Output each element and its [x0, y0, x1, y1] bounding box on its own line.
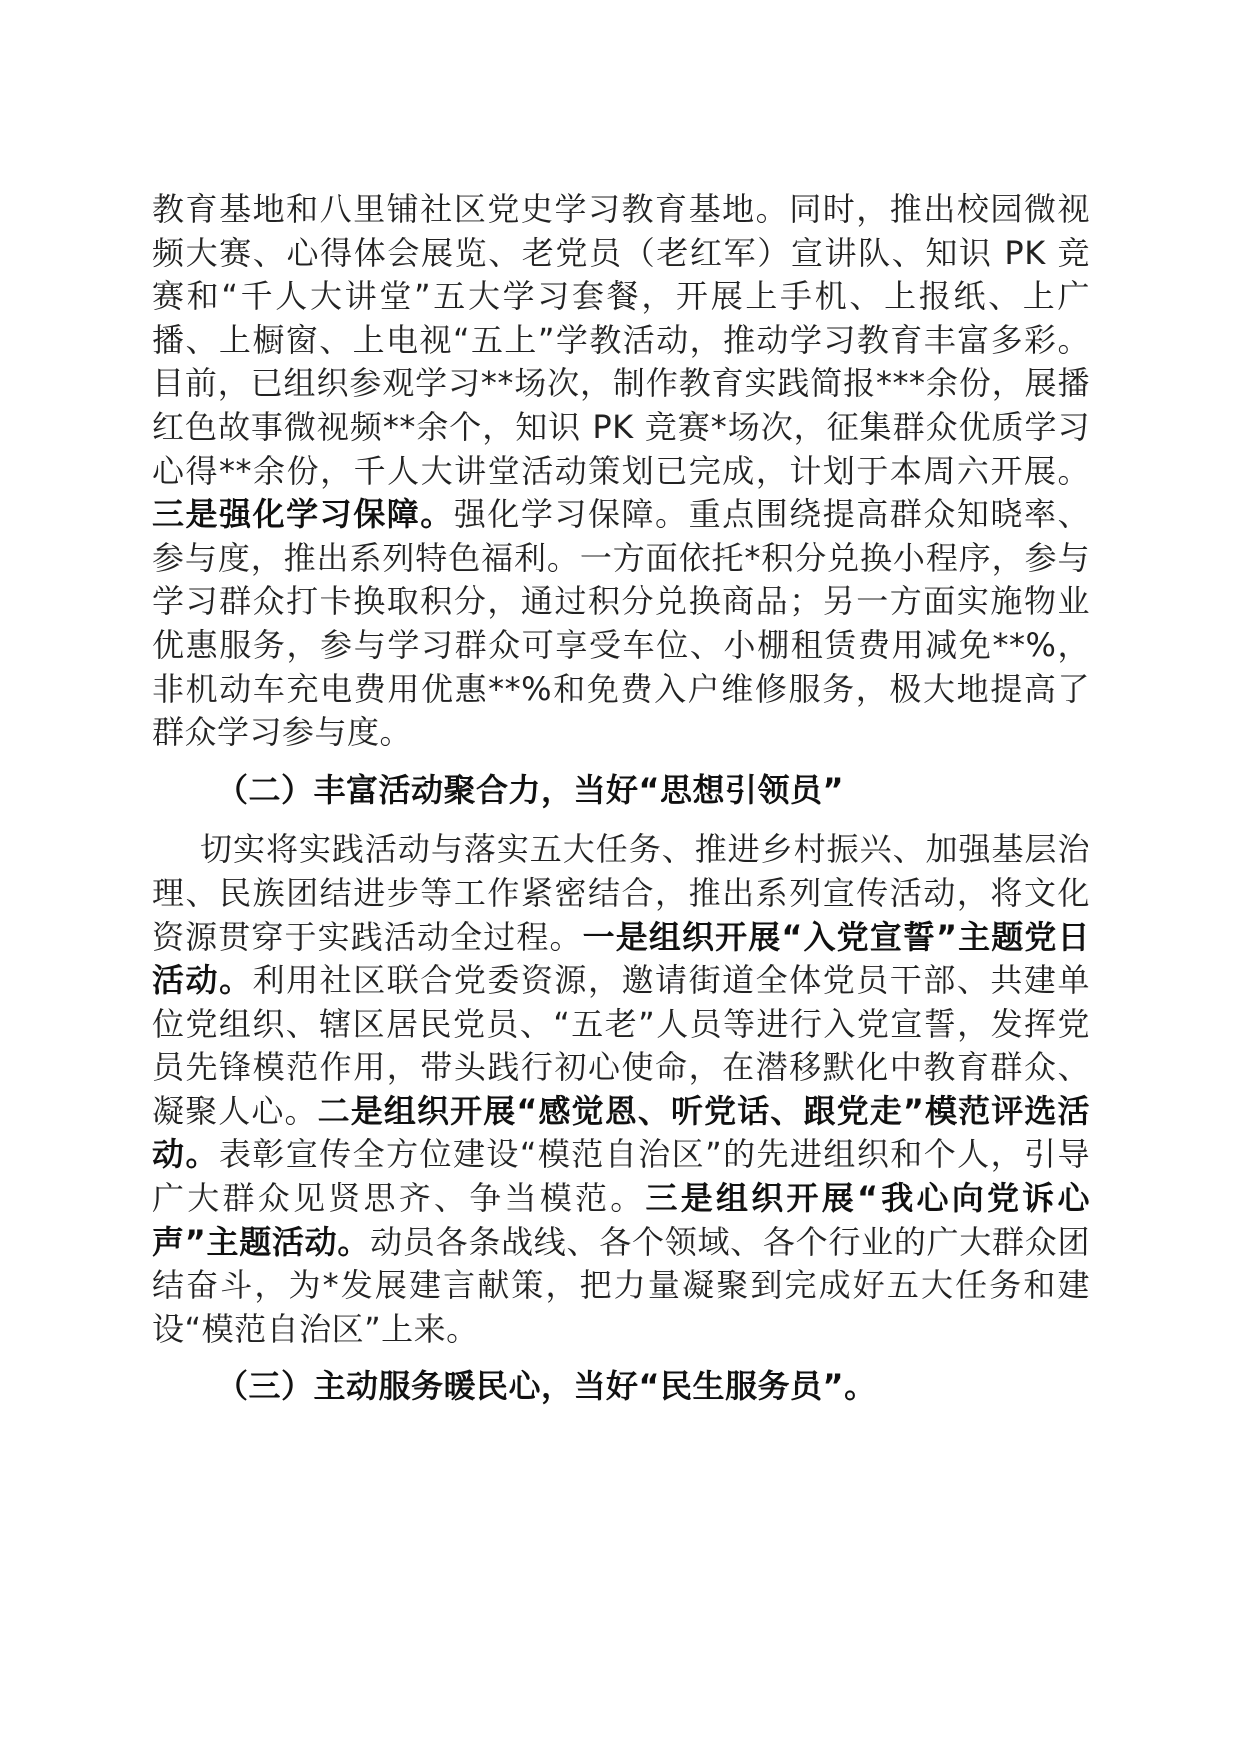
bold-lead-phrase: 一是组织开展“入党宣誓”主题党日活动。	[152, 917, 1090, 1000]
paragraph-text: 动员各条战线、各个领域、各个行业的广大群众团结奋斗，为*发展建言献策，把力量凝聚到完成好五大任务和建设“模范自治区”上来。	[152, 1222, 1090, 1348]
paragraph-study-activities	[152, 188, 1090, 755]
document-page	[152, 188, 1090, 1409]
paragraph-text: 教育基地和八里铺社区党史学习教育基地。同时，推出校园微视频大赛、心得体会展览、老党员（老红军）宣讲队、知识 PK 竞赛和“千人大讲堂”五大学习套餐，开展上手机、上报纸、上广播、上橱窗、上电视“五上”学教活动，推动学习教育丰富多彩。目前，已组织参观学习**场次，制作教育实践简报***余份，展播红色故事微视频**余个，知识 PK 竞赛*场次，征集群众优质学习心得**余份，千人大讲堂活动策划已完成，计划于本周六开展。	[152, 190, 1090, 490]
section-heading-2: （二）丰富活动聚合力，当好“思想引领员”	[216, 770, 845, 809]
paragraph-text: 利用社区联合党委资源，邀请街道全体党员干部、共建单位党组织、辖区居民党员、“五老”人员等进行入党宣誓，发挥党员先锋模范作用，带头践行初心使命，在潜移默化中教育群众、凝聚人心。	[152, 961, 1090, 1130]
paragraph-text: 强化学习保障。重点围绕提高群众知晓率、参与度，推出系列特色福利。一方面依托*积分兑换小程序，参与学习群众打卡换取积分，通过积分兑换商品；另一方面实施物业优惠服务，参与学习群众可享受车位、小棚租赁费用减免**%，非机动车充电费用优惠**%和免费入户维修服务，极大地提高了群众学习参与度。	[152, 495, 1090, 752]
paragraph-practice-activities	[152, 828, 1090, 1351]
section-heading-3: （三）主动服务暖民心，当好“民生服务员”。	[216, 1367, 877, 1406]
paragraph-text: 切实将实践活动与落实五大任务、推进乡村振兴、加强基层治理、民族团结进步等工作紧密结合，推出系列宣传活动，将文化资源贯穿于实践活动全过程。	[152, 830, 1090, 956]
bold-lead-phrase: 三是强化学习保障。	[152, 495, 454, 534]
bold-lead-phrase: 二是组织开展“感觉恩、听党话、跟党走”模范评选活动。	[152, 1091, 1090, 1174]
paragraph-text: 表彰宣传全方位建设“模范自治区”的先进组织和个人，引导广大群众见贤思齐、争当模范。	[152, 1135, 1090, 1218]
bold-lead-phrase: 三是组织开展“我心向党诉心声”主题活动。	[152, 1179, 1090, 1261]
